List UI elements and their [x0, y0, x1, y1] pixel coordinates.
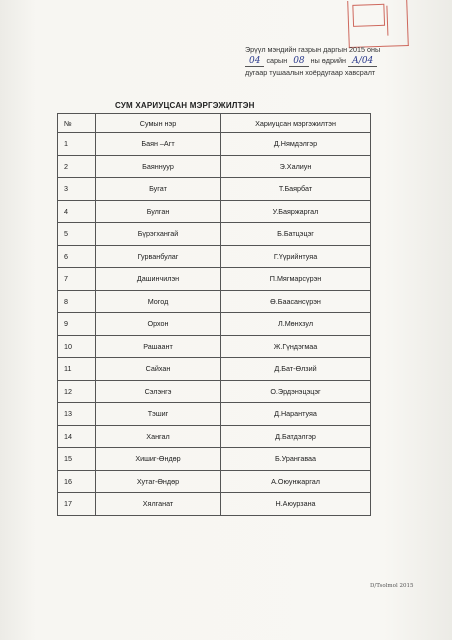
specialist-name: П.Мягмарсүрэн [221, 268, 371, 291]
table-row [58, 448, 371, 471]
row-number: 6 [58, 245, 96, 268]
handwritten-month: 04 [245, 56, 264, 67]
table-row [58, 223, 371, 246]
specialist-name: Л.Мөнхзул [221, 313, 371, 336]
row-number: 1 [58, 133, 96, 156]
handwritten-day: 08 [289, 56, 308, 67]
header-line-1: Эрүүл мэндийн газрын даргын 2015 оны [245, 45, 381, 54]
soum-name: Булган [96, 200, 221, 223]
soum-name: Рашаант [96, 335, 221, 358]
row-number: 11 [58, 358, 96, 381]
soum-name: Орхон [96, 313, 221, 336]
soum-name: Хялганат [96, 493, 221, 516]
soum-name: Хутаг-Өндөр [96, 470, 221, 493]
row-number: 15 [58, 448, 96, 471]
month-suffix: сарын [266, 56, 288, 65]
stamp-divider [386, 5, 402, 36]
row-number: 7 [58, 268, 96, 291]
specialist-name: Д.Бат-Өлзий [221, 358, 371, 381]
specialist-name: Э.Халиун [221, 155, 371, 178]
handwritten-order-number: А/04 [348, 56, 377, 67]
table-row [58, 313, 371, 336]
table-row [58, 178, 371, 201]
row-number: 16 [58, 470, 96, 493]
table-row [58, 133, 371, 156]
header-line-2 [245, 55, 445, 67]
specialist-name: Б.Урангаваа [221, 448, 371, 471]
soum-name: Сэлэнгэ [96, 380, 221, 403]
table-row [58, 403, 371, 426]
table-row [58, 335, 371, 358]
table-row [58, 493, 371, 516]
specialist-name: Б.Батцэцэг [221, 223, 371, 246]
specialist-name: Ө.Баасансүрэн [221, 290, 371, 313]
table-row [58, 425, 371, 448]
row-number: 17 [58, 493, 96, 516]
specialist-name: Г.Үүрийнтуяа [221, 245, 371, 268]
specialist-name: У.Баяржаргал [221, 200, 371, 223]
row-number: 2 [58, 155, 96, 178]
header-line-3: дугаар тушаалын хоёрдугаар хавсралт [245, 68, 376, 77]
column-header-specialist: Хариуцсан мэргэжилтэн [221, 114, 371, 133]
specialist-name: О.Эрдэнэцэцэг [221, 380, 371, 403]
table-row [58, 245, 371, 268]
assignment-table [57, 113, 371, 516]
specialist-name: Т.Баярбат [221, 178, 371, 201]
specialist-name: Д.Нарантуяа [221, 403, 371, 426]
document-title: СУМ ХАРИУЦСАН МЭРГЭЖИЛТЭН [115, 101, 255, 110]
soum-name: Тэшиг [96, 403, 221, 426]
soum-name: Могод [96, 290, 221, 313]
day-suffix: ны өдрийн [310, 56, 346, 65]
row-number: 4 [58, 200, 96, 223]
soum-name: Гурванбулаг [96, 245, 221, 268]
footer-note: D/Tsolmol 2015 [370, 583, 414, 589]
row-number: 8 [58, 290, 96, 313]
row-number: 12 [58, 380, 96, 403]
row-number: 5 [58, 223, 96, 246]
soum-name: Баяннуур [96, 155, 221, 178]
official-stamp [347, 0, 409, 48]
soum-name: Сайхан [96, 358, 221, 381]
row-number: 14 [58, 425, 96, 448]
column-header-number: № [58, 114, 96, 133]
soum-name: Хишиг-Өндөр [96, 448, 221, 471]
specialist-name: А.Оюунжаргал [221, 470, 371, 493]
table-row [58, 290, 371, 313]
specialist-name: Н.Аюурзана [221, 493, 371, 516]
table-row [58, 268, 371, 291]
table-row [58, 155, 371, 178]
specialist-name: Д.Батдэлгэр [221, 425, 371, 448]
row-number: 10 [58, 335, 96, 358]
table-row [58, 470, 371, 493]
table-row [58, 380, 371, 403]
table-header-row [58, 114, 371, 133]
stamp-box [352, 4, 385, 27]
row-number: 9 [58, 313, 96, 336]
specialist-name: Д.Нямдэлгэр [221, 133, 371, 156]
row-number: 13 [58, 403, 96, 426]
soum-name: Дашинчилэн [96, 268, 221, 291]
specialist-name: Ж.Гүндэгмаа [221, 335, 371, 358]
soum-name: Хангал [96, 425, 221, 448]
table-row [58, 200, 371, 223]
row-number: 3 [58, 178, 96, 201]
soum-name: Бүрэгхангай [96, 223, 221, 246]
soum-name: Баян –Агт [96, 133, 221, 156]
document-header [245, 44, 445, 78]
table-row [58, 358, 371, 381]
soum-name: Бугат [96, 178, 221, 201]
column-header-soum: Сумын нэр [96, 114, 221, 133]
